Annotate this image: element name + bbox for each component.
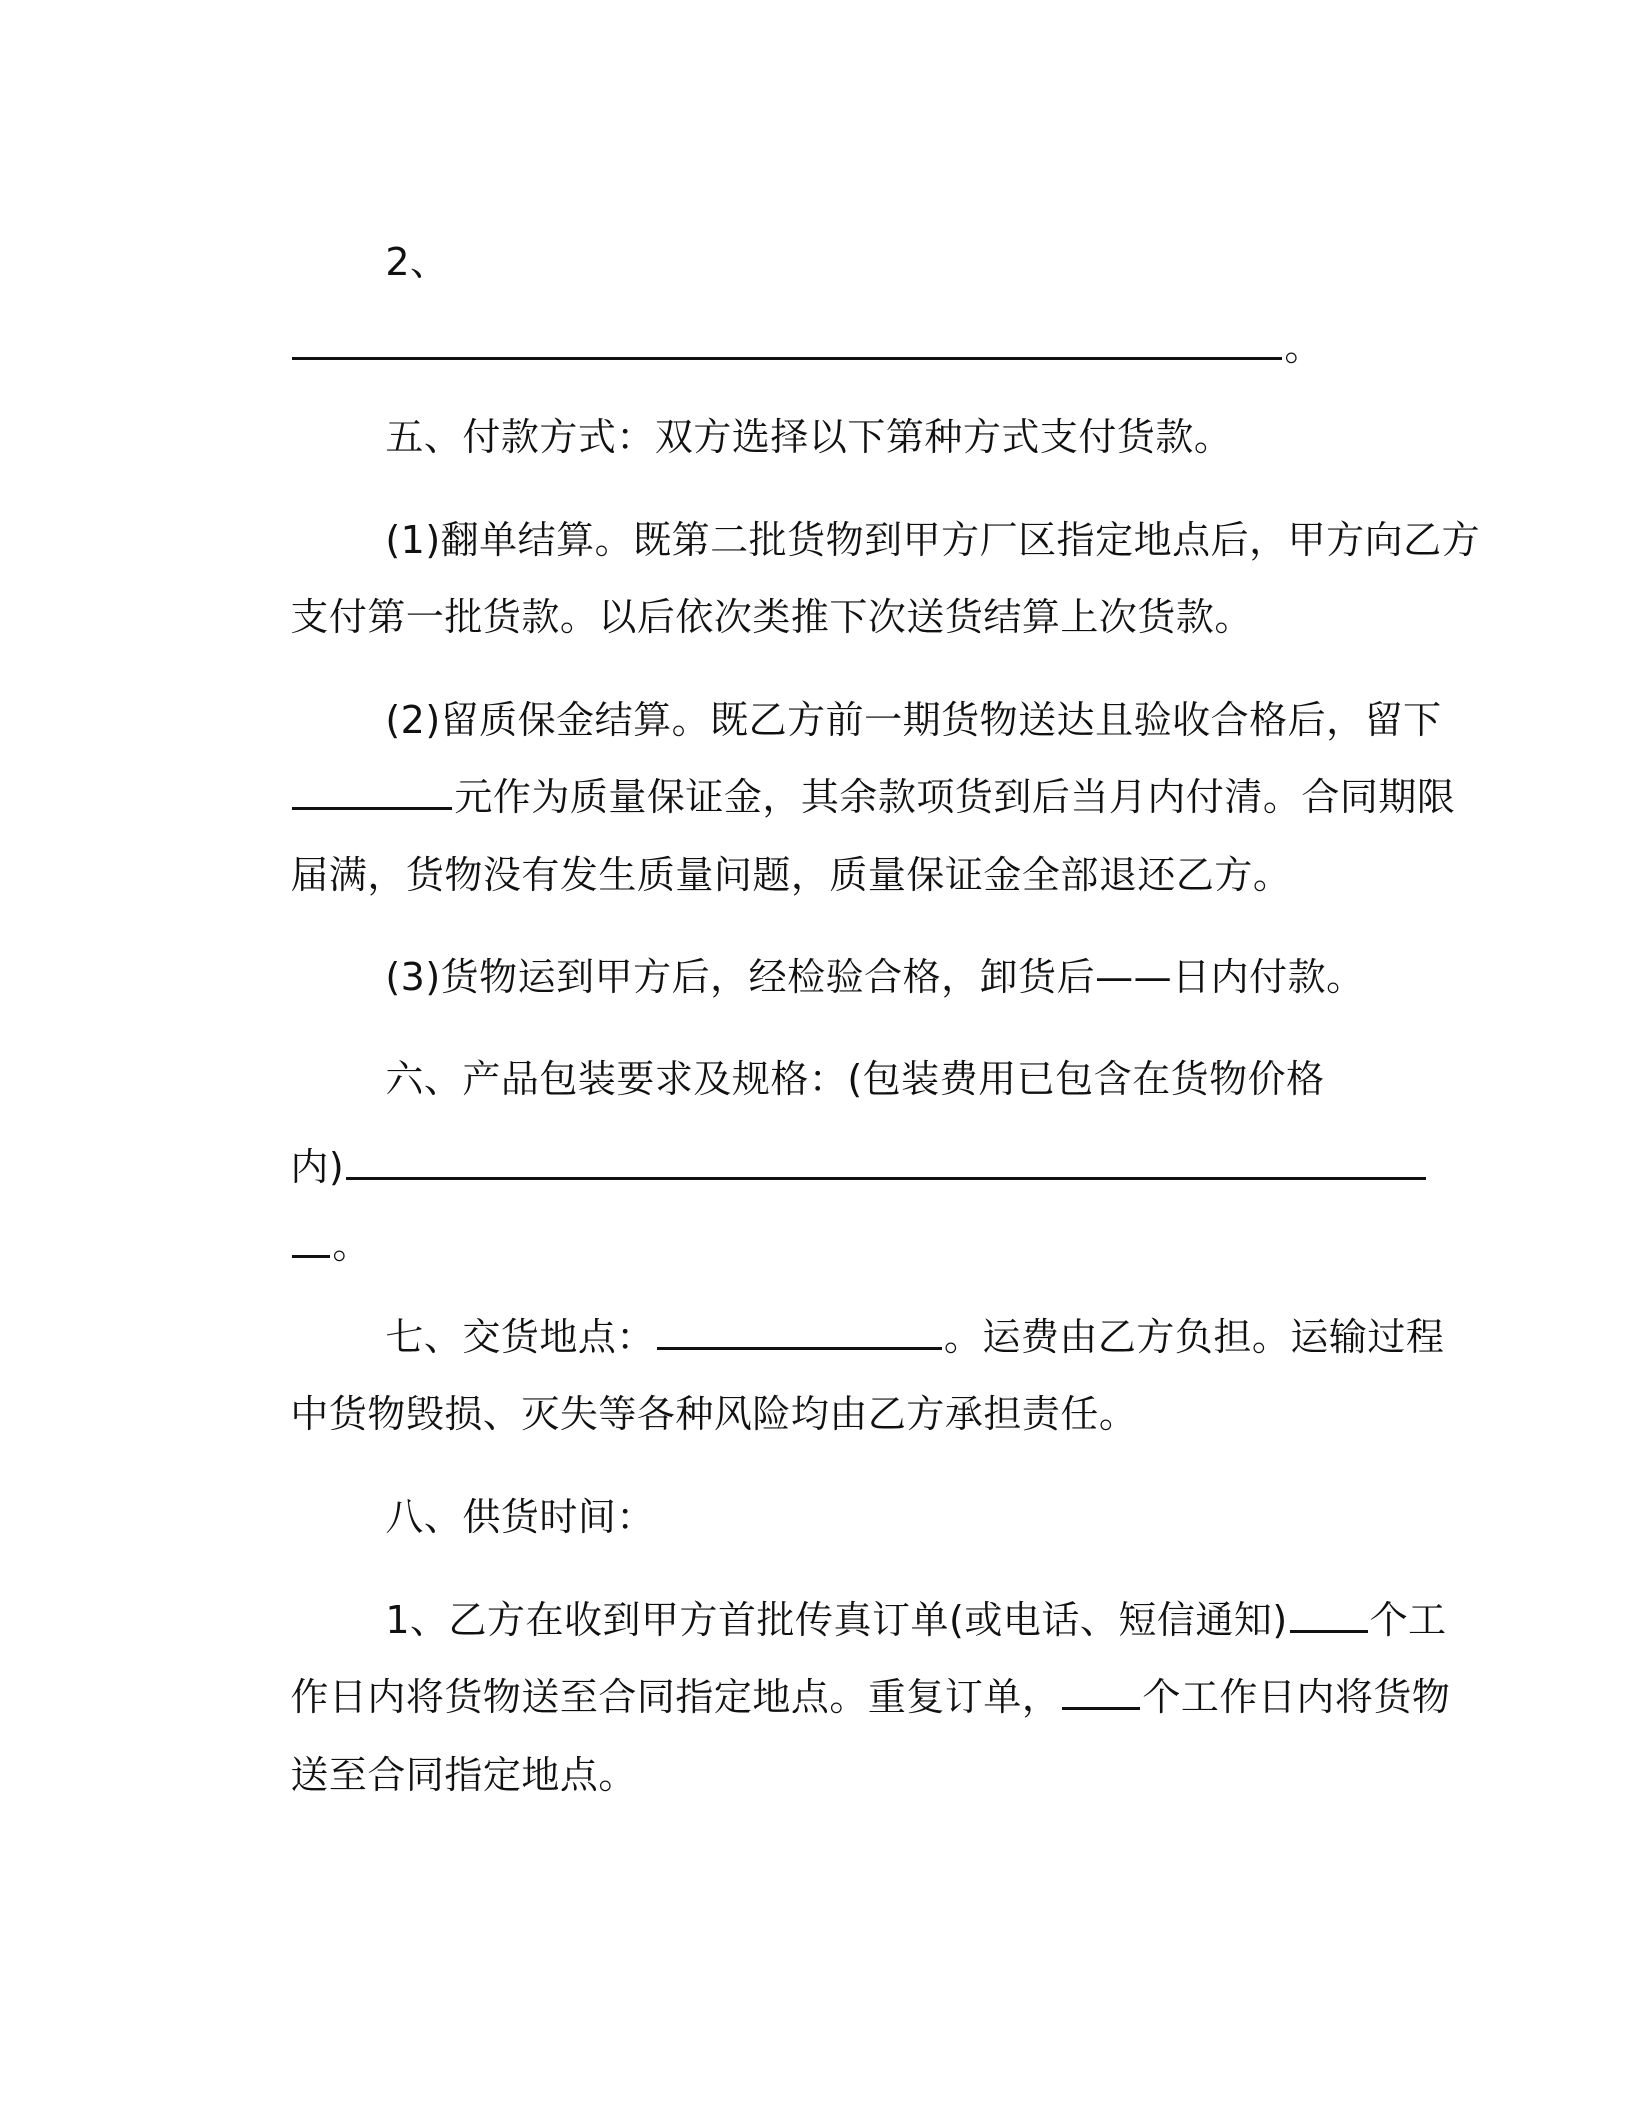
section-6-line-3: 。: [240, 1188, 371, 1302]
fill-in-blank: [1062, 1706, 1140, 1710]
option-2-line-2: 元作为质量保证金，其余款项货到后当月内付清。合同期限: [240, 740, 1455, 854]
section-7-line-1: 七、交货地点： 。运费由乙方负担。运输过程: [385, 1315, 1445, 1359]
section-6-line-1: 六、产品包装要求及规格：(包装费用已包含在货物价格: [385, 1057, 1325, 1101]
option-1-line-1: (1)翻单结算。既第二批货物到甲方厂区指定地点后，甲方向乙方: [385, 518, 1481, 562]
section-7-line-2: 中货物毁损、灭失等各种风险均由乙方承担责任。: [290, 1392, 1138, 1436]
item-2-number-text: 2、: [385, 240, 449, 284]
option-2-line-1: (2)留质保金结算。既乙方前一期货物送达且验收合格后，留下: [385, 698, 1442, 742]
option-2-line-3: 届满，货物没有发生质量问题，质量保证金全部退还乙方。: [290, 853, 1292, 897]
section-8-item-1-line-1: 1、乙方在收到甲方首批传真订单(或电话、短信通知) 个工: [385, 1598, 1447, 1642]
section-8-item-1-line-2: 作日内将货物送至合同指定地点。重复订单， 个工作日内将货物: [290, 1675, 1451, 1719]
fill-in-blank: [346, 1176, 1426, 1180]
fill-in-blank: [1290, 1629, 1368, 1633]
period: 。: [1284, 325, 1323, 369]
section-6-line-2: 内): [240, 1110, 1428, 1224]
option-1-line-2: 支付第一批货款。以后依次类推下次送货结算上次货款。: [290, 595, 1253, 639]
section-5-heading: 五、付款方式：双方选择以下第种方式支付货款。: [385, 415, 1233, 459]
fill-in-blank: [292, 1254, 330, 1258]
fill-in-blank: [292, 356, 1282, 360]
section-8-item-1-line-3: 送至合同指定地点。: [290, 1753, 637, 1797]
fill-in-blank: [292, 806, 452, 810]
option-3: (3)货物运到甲方后，经检验合格，卸货后——日内付款。: [385, 955, 1365, 999]
section-8-heading: 八、供货时间：: [385, 1495, 655, 1539]
fill-in-blank: [657, 1346, 942, 1350]
